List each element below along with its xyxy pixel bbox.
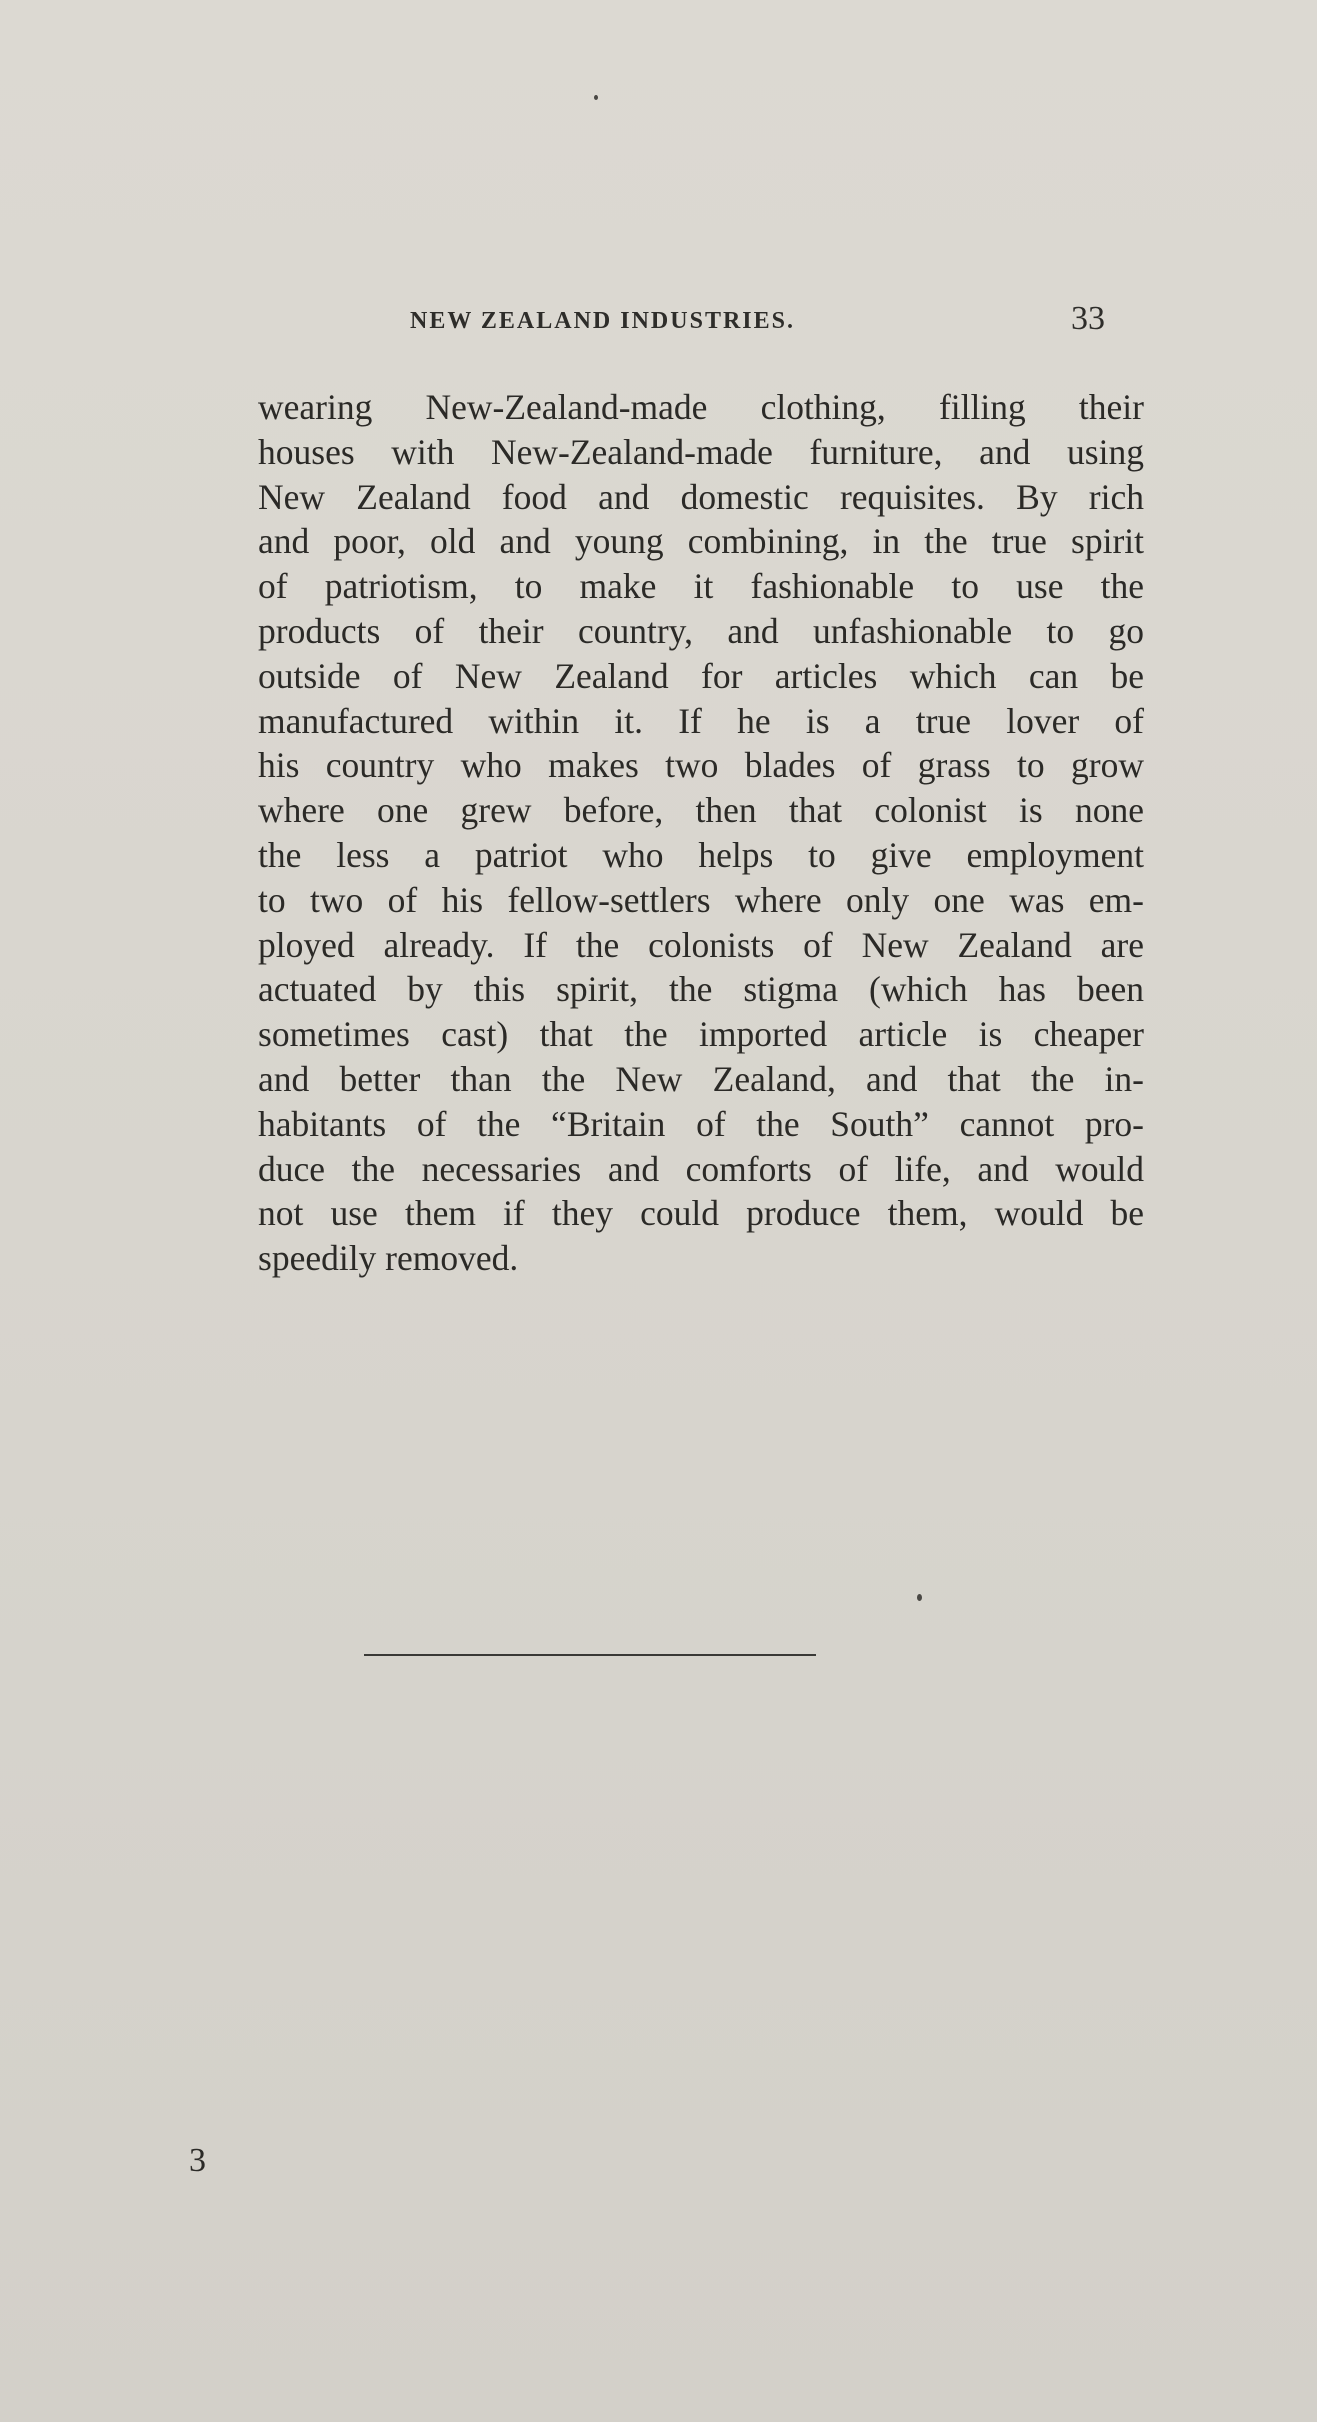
page-number: 33 [1071, 300, 1105, 337]
running-head: NEW ZEALAND INDUSTRIES. [410, 308, 795, 334]
text-line: wearing New-Zealand-made clothing, filling their [258, 387, 1144, 427]
text-line: where one grew before, then that colonist is none [258, 790, 1144, 831]
page-header [255, 300, 1155, 340]
text-line: sometimes cast) that the imported article is cheaper [258, 1014, 1144, 1055]
text-line: outside of New Zealand for articles which can be [258, 655, 1144, 696]
section-divider-rule [364, 1654, 816, 1656]
text-line: and better than the New Zealand, and that the in- [258, 1058, 1144, 1099]
text-line: ployed already. If the colonists of New Zealand are [258, 924, 1144, 965]
text-line: and poor, old and young combining, in the true spirit [258, 521, 1144, 562]
text-line: the less a patriot who helps to give employment [258, 834, 1144, 875]
text-line: not use them if they could produce them, would be [258, 1193, 1144, 1234]
ink-speck [917, 1594, 922, 1601]
text-line: actuated by this spirit, the stigma (which has been [258, 969, 1144, 1010]
text-line: of patriotism, to make it fashionable to use the [258, 566, 1144, 607]
body-paragraph [258, 385, 1144, 1281]
ink-speck [594, 95, 598, 100]
text-line: his country who makes two blades of grass to grow [258, 745, 1144, 786]
text-line: to two of his fellow-settlers where only one was em- [258, 879, 1144, 920]
text-line-last: speedily removed. [258, 1238, 519, 1279]
text-line: products of their country, and unfashionable to go [258, 610, 1144, 651]
text-line: houses with New-Zealand-made furniture, and using [258, 431, 1144, 472]
text-line: manufactured within it. If he is a true lover of [258, 700, 1144, 741]
text-line: habitants of the “Britain of the South” cannot pro- [258, 1103, 1144, 1144]
signature-mark: 3 [189, 2142, 206, 2179]
text-line: New Zealand food and domestic requisites. By rich [258, 476, 1144, 517]
text-line: duce the necessaries and comforts of life, and would [258, 1148, 1144, 1189]
